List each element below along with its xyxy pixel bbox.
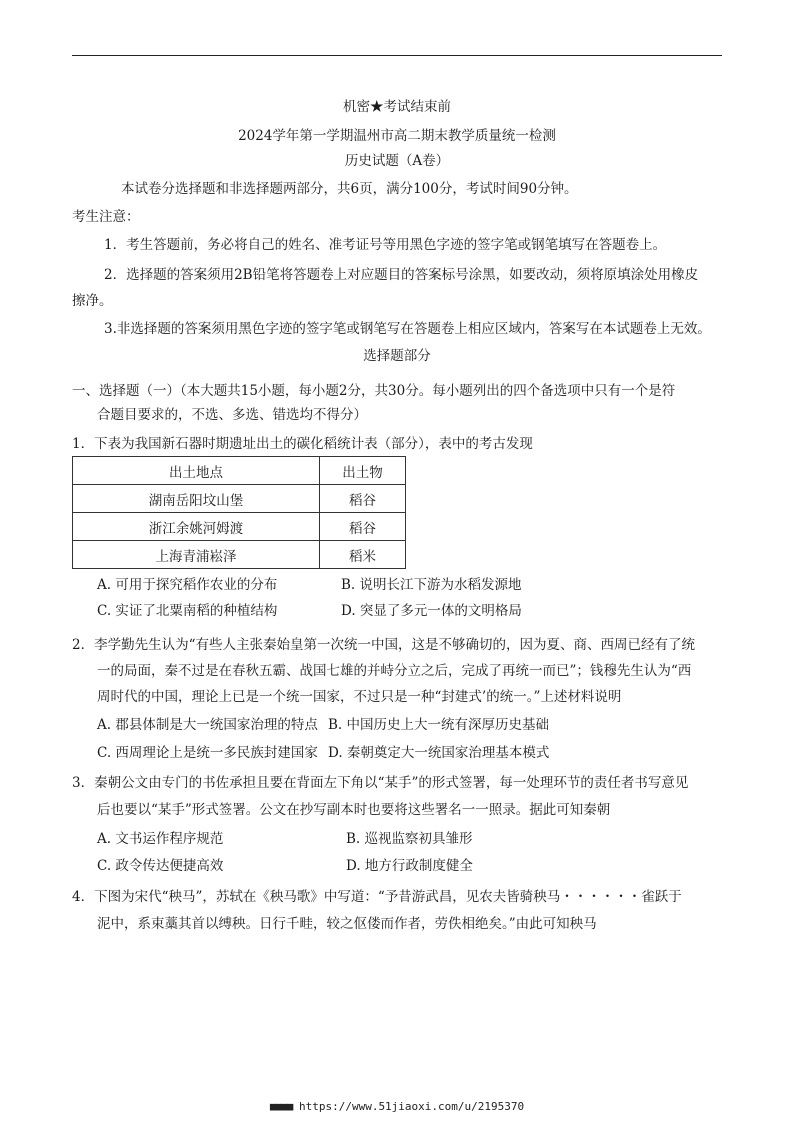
q3-option-a: A. 文书运作程序规范 (97, 831, 224, 847)
q1-option-a: A. 可用于探究稻作农业的分布 (97, 577, 278, 593)
paper-title: 历史试题（A卷） (344, 153, 450, 169)
exam-title: 2024学年第一学期温州市高二期末教学质量统一检测 (238, 128, 556, 144)
table-header-row (73, 457, 406, 485)
footer-url-link[interactable]: https://www.51jiaoxi.com/u/2195370 (298, 1100, 525, 1113)
table-cell: 浙江余姚河姆渡 (73, 513, 320, 541)
q2-option-d: D. 秦朝奠定大一统国家治理基本模式 (328, 745, 550, 761)
table-cell: 稻米 (320, 541, 406, 569)
table-cell: 上海青浦崧泽 (73, 541, 320, 569)
notice-item-3: 3.非选择题的答案须用黑色字迹的签字笔或钢笔写在答题卷上相应区域内，答案写在本试题卷上无效。 (104, 321, 711, 337)
section-part-title: 选择题部分 (363, 348, 431, 364)
q3-option-c: C. 政令传达便捷高效 (97, 858, 224, 874)
table-cell: 稻谷 (320, 513, 406, 541)
section-heading-cont: 合题目要求的，不选、多选、错选均不得分） (97, 407, 367, 423)
notice-item-1: 1．考生答题前，务必将自己的姓名、准考证号等用黑色字迹的签字笔或钢笔填写在答题卷上。 (104, 237, 667, 253)
q2-option-c: C. 西周理论上是统一多民族封建国家 (97, 745, 318, 761)
footer (0, 1100, 794, 1113)
notice-item-2: 2．选择题的答案须用2B铅笔将答题卷上对应题目的答案标号涂黑，如要改动，须将原填涂处用橡皮 (104, 267, 699, 283)
q3-option-b: B. 巡视监察初具雏形 (346, 831, 473, 847)
q3-option-d: D. 地方行政制度健全 (346, 858, 473, 874)
q3-stem-line2: 后也要以“某手”形式签署。公文在抄写副本时也要将这些署名一一照录。据此可知秦朝 (97, 802, 611, 818)
q4-stem-line1: 4．下图为宋代“秧马”，苏轼在《秧马歌》中写道：“予昔游武昌，见农夫皆骑秧马・・・・・・雀跃于 (72, 889, 682, 905)
q2-stem-line1: 2．李学勤先生认为“有些人主张秦始皇第一次统一中国，这是不够确切的，因为夏、商、西周已经有了统 (72, 637, 695, 653)
q3-stem-line1: 3．秦朝公文由专门的书佐承担且要在背面左下角以“某手”的形式签署，每一处理环节的责任者书写意见 (72, 775, 689, 791)
q2-option-a: A. 郡县体制是大一统国家治理的特点 (97, 717, 318, 733)
q1-option-b: B. 说明长江下游为水稻发源地 (341, 577, 522, 593)
footer-watermark-mark: ■■■■ (269, 1100, 293, 1113)
q4-stem-line2: 泥中，系束藁其首以缚秧。日行千畦，较之伛偻而作者，劳佚相绝矣。”由此可知秧马 (97, 916, 597, 932)
table-header-cell: 出土地点 (73, 457, 320, 485)
section-heading: 一、选择题（一）（本大题共15小题，每小题2分，共30分。每小题列出的四个备选项中只有一个是符 (72, 383, 676, 399)
q1-stem: 1．下表为我国新石器时期遗址出土的碳化稻统计表（部分），表中的考古发现 (72, 436, 533, 452)
paper-summary: 本试卷分选择题和非选择题两部分，共6页，满分100分，考试时间90分钟。 (121, 181, 578, 197)
notice-item-2-cont: 擦净。 (72, 293, 113, 309)
q2-stem-line3: 周时代的中国，理论上已是一个统一国家，不过只是一种“封建式’的统一。”上述材料说明 (97, 689, 622, 705)
table-row (73, 513, 406, 541)
q1-option-d: D. 突显了多元一体的文明格局 (341, 603, 522, 619)
q1-option-c: C. 实证了北粟南稻的种植结构 (97, 603, 278, 619)
q1-table (72, 456, 406, 569)
q2-option-b: B. 中国历史上大一统有深厚历史基础 (328, 717, 550, 733)
q2-stem-line2: 一的局面，秦不过是在春秋五霸、战国七雄的并峙分立之后，完成了再统一而已”；钱穆先生认为“西 (97, 663, 692, 679)
table-cell: 湖南岳阳坟山堡 (73, 485, 320, 513)
table-row (73, 541, 406, 569)
confidential-label: 机密★考试结束前 (343, 99, 451, 115)
notice-title: 考生注意： (72, 209, 140, 225)
table-cell: 稻谷 (320, 485, 406, 513)
header-rule (72, 55, 722, 56)
table-row (73, 485, 406, 513)
table-header-cell: 出土物 (320, 457, 406, 485)
